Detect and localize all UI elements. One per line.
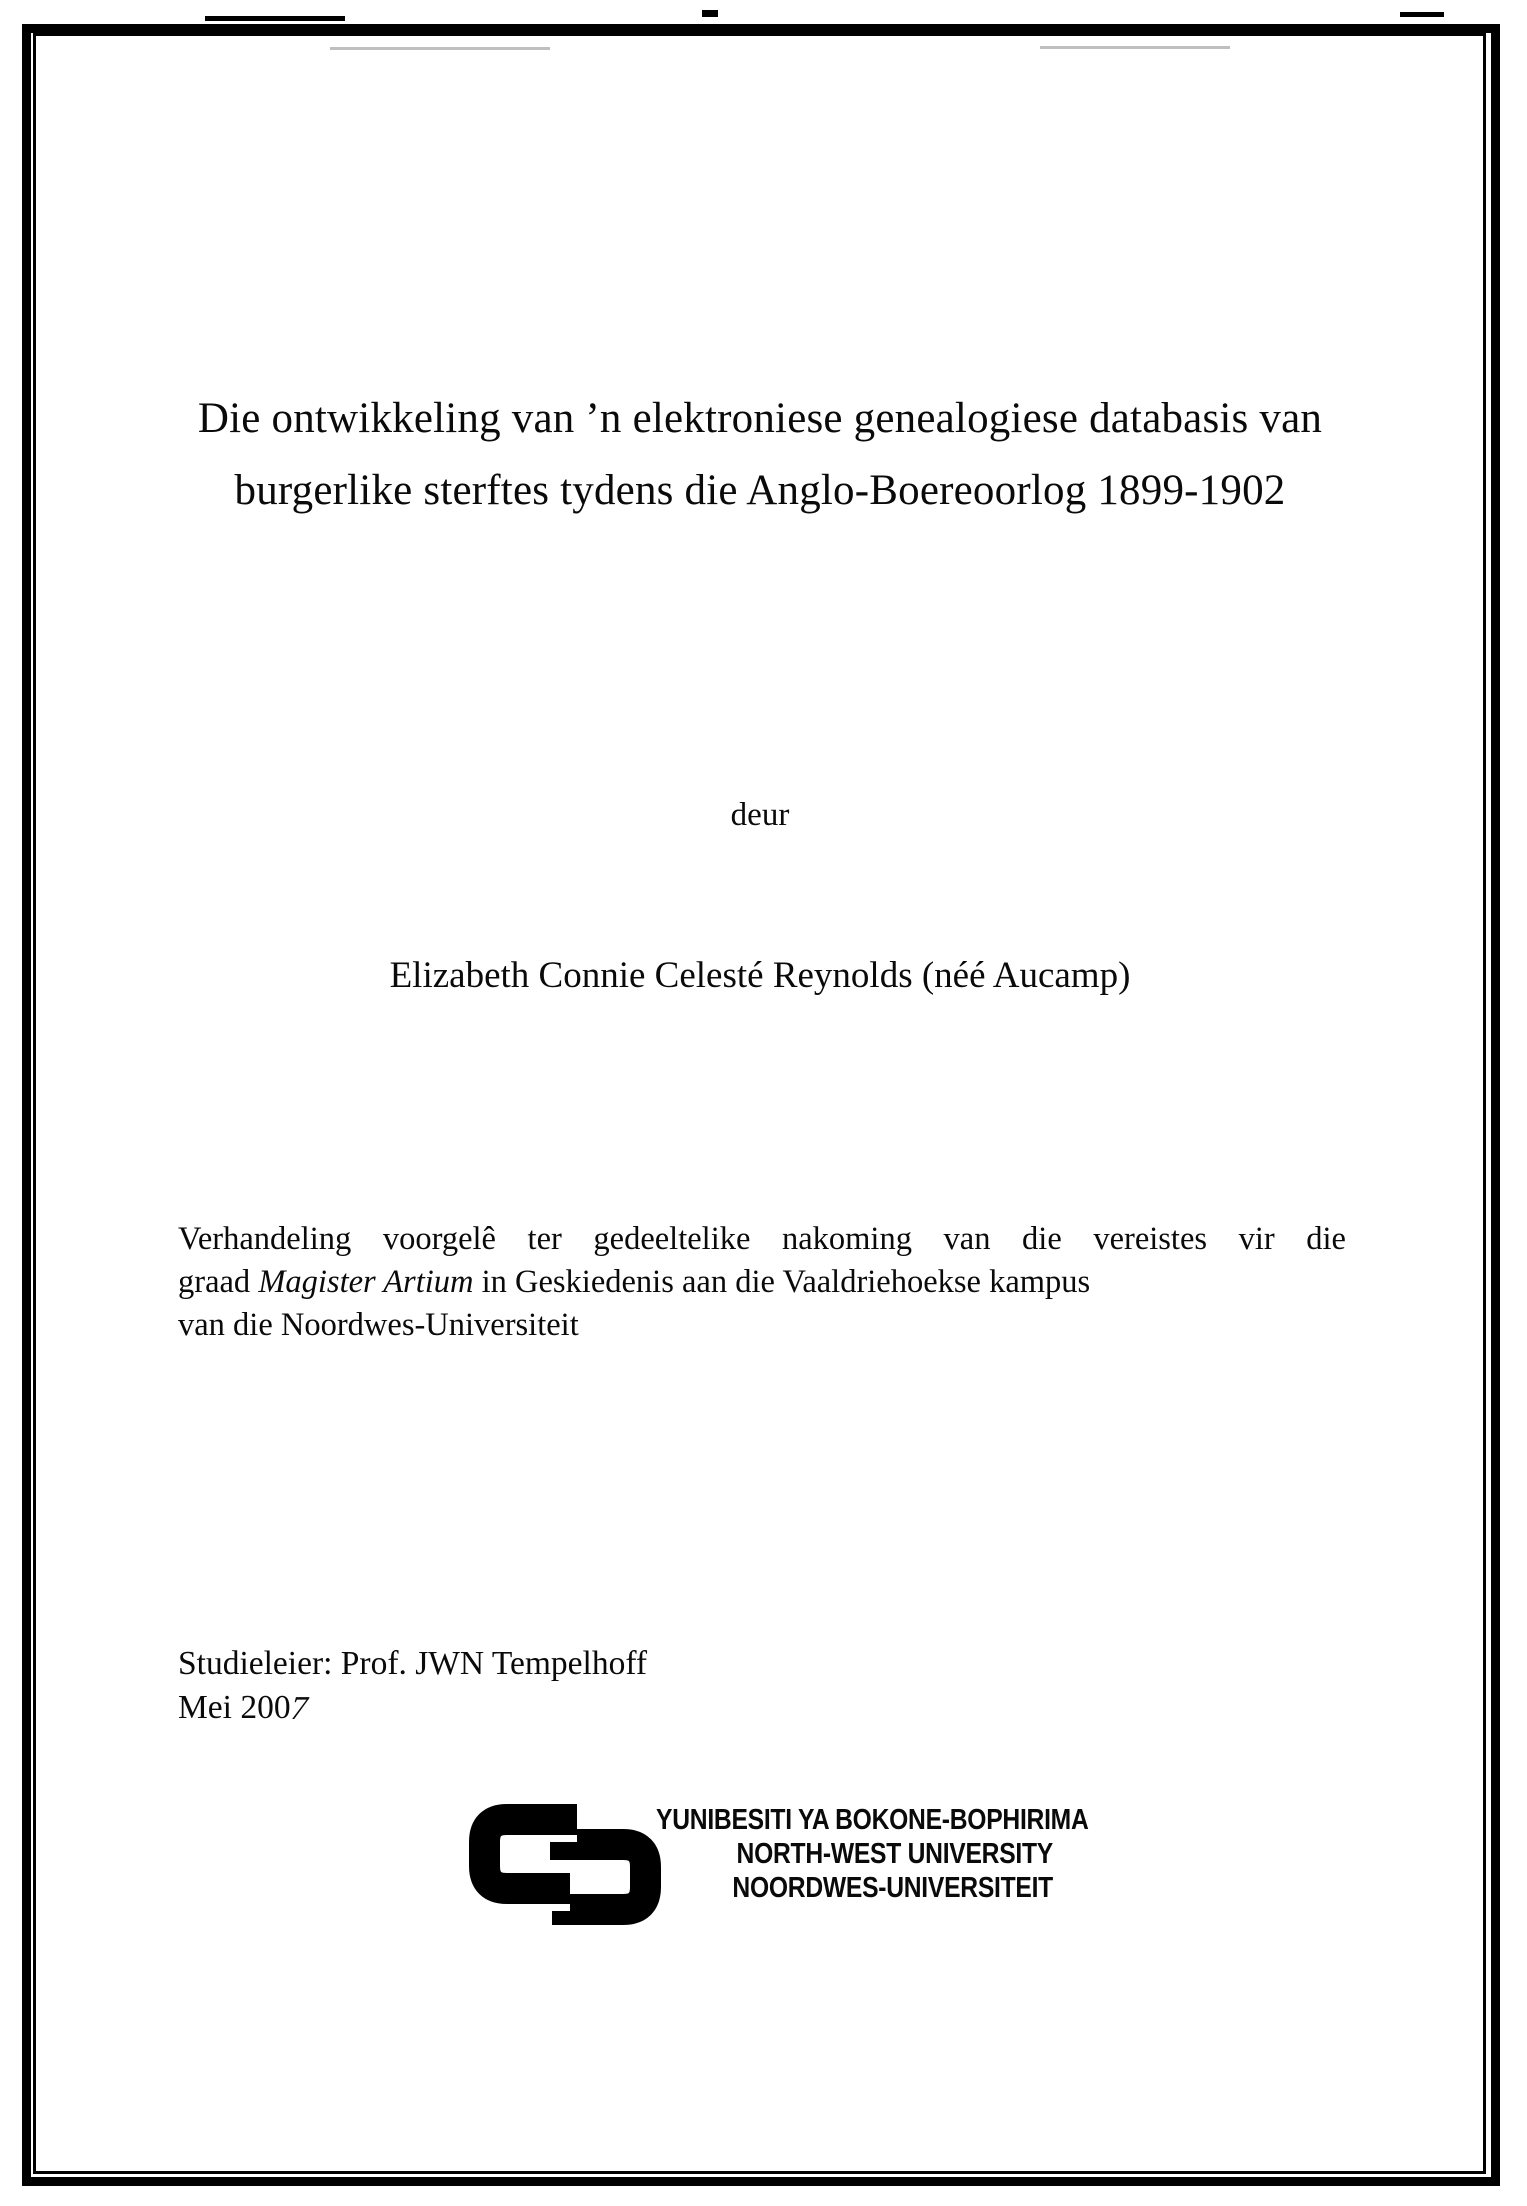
thesis-title-line2: burgerlike sterftes tydens die Anglo-Boereoorlog 1899-1902 bbox=[234, 467, 1286, 514]
degree-name: Magister Artium bbox=[258, 1264, 474, 1300]
scan-artifact bbox=[1040, 46, 1230, 49]
degree-statement-line3: van die Noordwes-Universiteit bbox=[178, 1307, 579, 1343]
logo-text-afrikaans: NOORDWES-UNIVERSITEIT bbox=[732, 1872, 1053, 1904]
date-last-digit: 7 bbox=[285, 1690, 312, 1727]
degree-statement-line2-before: graad bbox=[178, 1264, 259, 1300]
date-line bbox=[178, 1686, 1078, 1730]
scan-artifact bbox=[330, 47, 550, 50]
degree-statement-line2 bbox=[178, 1261, 1346, 1304]
supervisor-line: Studieleier: Prof. JWN Tempelhoff bbox=[178, 1645, 648, 1682]
supervisor-block bbox=[178, 1642, 1078, 1730]
scan-artifact bbox=[1400, 12, 1444, 17]
date-text: Mei 200 bbox=[178, 1689, 291, 1726]
degree-statement-line1: Verhandeling voorgelê ter gedeeltelike nakoming van die vereistes vir die bbox=[178, 1221, 1346, 1257]
byline: deur bbox=[730, 797, 790, 833]
scan-artifact bbox=[702, 10, 718, 17]
nwu-chain-link-logo-icon bbox=[460, 1795, 680, 1955]
logo-text-setswana: YUNIBESITI YA BOKONE-BOPHIRIMA bbox=[656, 1804, 1089, 1836]
logo-text-english: NORTH-WEST UNIVERSITY bbox=[736, 1838, 1053, 1870]
university-logo-text bbox=[656, 1803, 1089, 1905]
thesis-title-line1: Die ontwikkeling van ’n elektroniese genealogiese databasis van bbox=[197, 395, 1323, 442]
author-name: Elizabeth Connie Celesté Reynolds (néé Aucamp) bbox=[389, 955, 1131, 996]
scan-artifact bbox=[205, 16, 345, 21]
degree-statement-line2-after: in Geskiedenis aan die Vaaldriehoekse kampus bbox=[473, 1264, 1091, 1300]
degree-statement bbox=[178, 1218, 1346, 1347]
thesis-title bbox=[30, 383, 1490, 527]
